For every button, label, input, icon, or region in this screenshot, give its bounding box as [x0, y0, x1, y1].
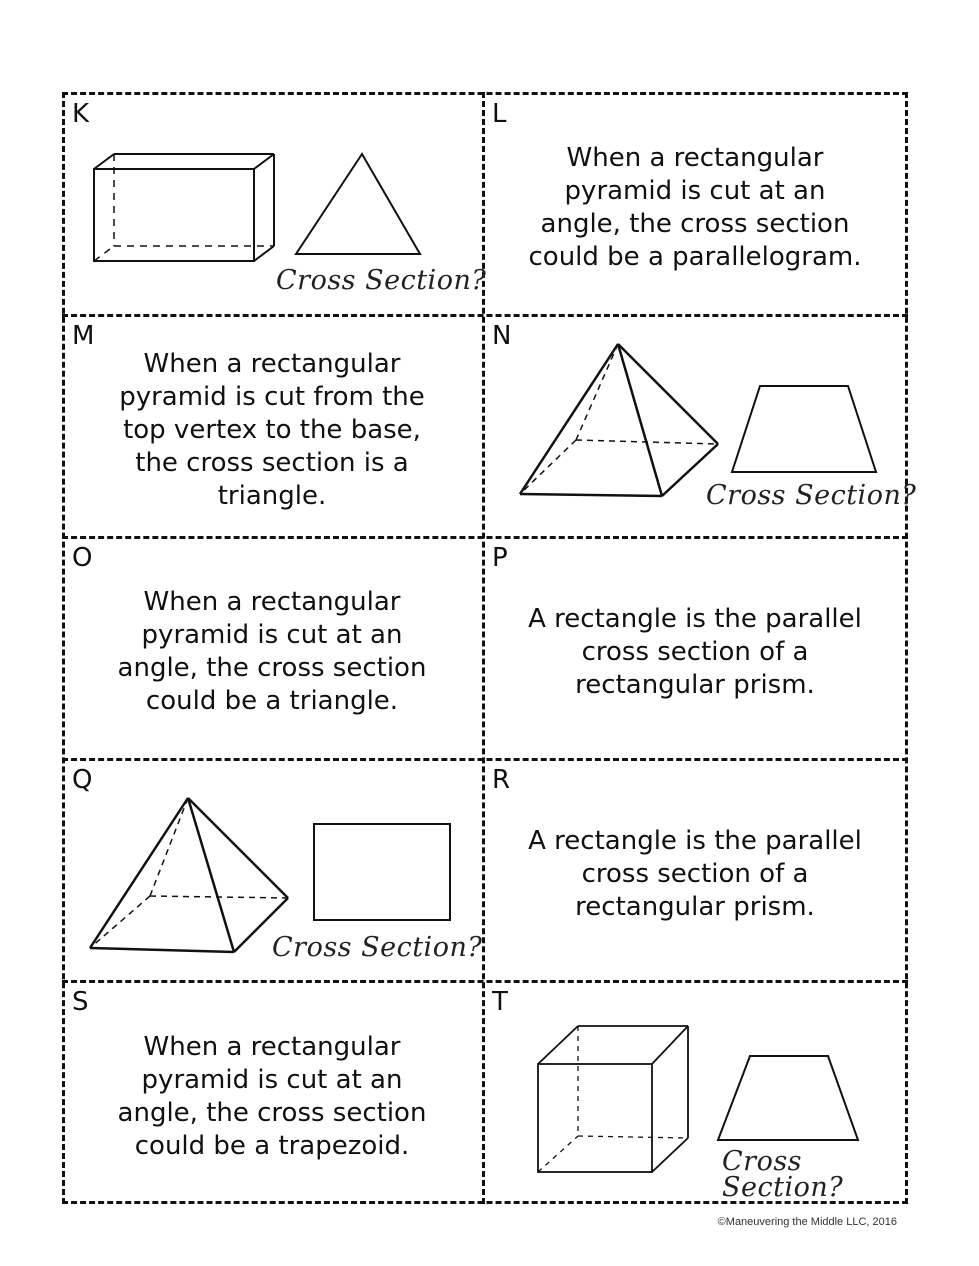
svg-text:Section?: Section?: [722, 1172, 844, 1203]
card-statement: When a rectangular pyramid is cut at an angle, the cross section could be a parallelogram.: [528, 143, 862, 272]
card-o: [62, 536, 482, 758]
card-p: [482, 536, 908, 758]
svg-text:Cross Section?: Cross Section?: [272, 932, 483, 963]
copyright-notice: ©Maneuvering the Middle LLC, 2016: [717, 1216, 897, 1228]
card-statement: When a rectangular pyramid is cut at an angle, the cross section could be a trapezoid.: [117, 1032, 427, 1161]
svg-text:Cross: Cross: [722, 1146, 803, 1177]
card-letter: N: [492, 321, 512, 351]
card-statement: A rectangle is the parallel cross section of a rectangular prism.: [528, 825, 862, 922]
card-s: [62, 980, 482, 1204]
card-letter: T: [492, 987, 508, 1017]
card-letter: Q: [72, 765, 93, 795]
card-k: [62, 92, 487, 314]
card-r: [482, 758, 908, 980]
card-letter: M: [72, 321, 95, 351]
cross-section-label: [482, 980, 908, 1204]
card-letter: K: [72, 99, 90, 129]
svg-text:Cross Section?: Cross Section?: [706, 480, 917, 511]
card-letter: P: [492, 543, 508, 573]
card-m: [62, 314, 482, 536]
card-letter: S: [72, 987, 89, 1017]
svg-text:Cross Section?: Cross Section?: [276, 265, 487, 296]
card-t: [482, 980, 908, 1204]
card-l: [482, 92, 908, 314]
card-q: [62, 758, 482, 980]
card-letter: L: [492, 99, 507, 129]
card-statement: A rectangle is the parallel cross section of a rectangular prism.: [528, 603, 862, 700]
cross-section-label: [62, 758, 482, 980]
card-statement: When a rectangular pyramid is cut from the top vertex to the base, the cross section is a triangle.: [119, 348, 425, 511]
card-letter: R: [492, 765, 511, 795]
card-statement: When a rectangular pyramid is cut at an angle, the cross section could be a triangle.: [117, 587, 427, 716]
card-n: [482, 314, 917, 536]
cross-section-label: [62, 92, 487, 314]
cross-section-label: [482, 314, 917, 536]
card-letter: O: [72, 543, 93, 573]
